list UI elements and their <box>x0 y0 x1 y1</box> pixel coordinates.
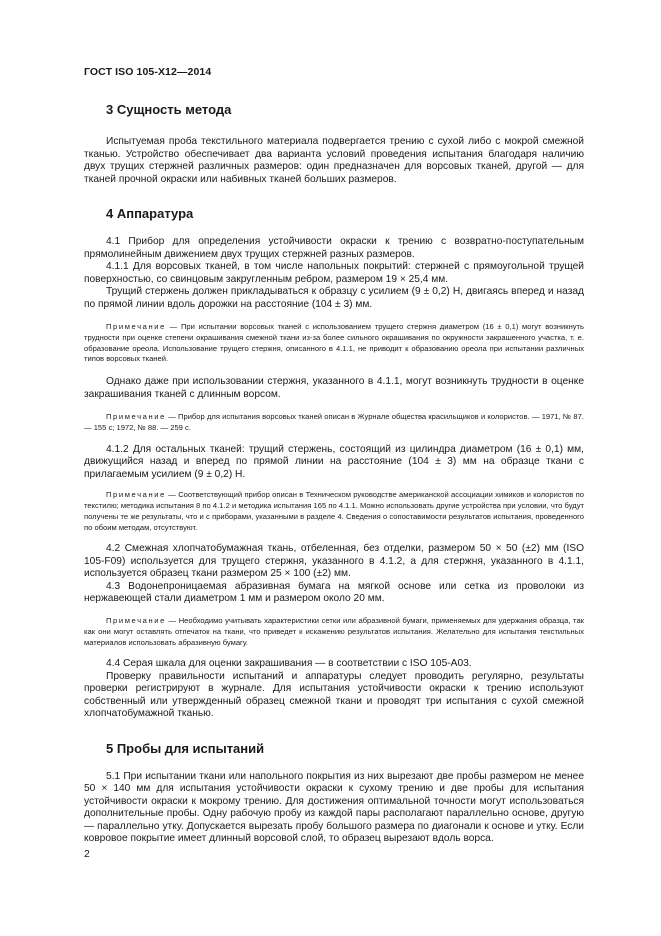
clause-4-1-1-force: Трущий стержень должен прикладываться к образцу с усилием (9 ± 0,2) Н, двигаясь вперед и назад по прямой линии вдоль дорожки на расстояние (104 ± 3) мм. <box>84 286 584 310</box>
section-3-heading: 3 Сущность метода <box>106 102 232 117</box>
note-2-text: — Прибор для испытания ворсовых тканей описан в Журнале общества красильщиков и колористов. — 1971, № 87. — 155 с; 1972, № 88. — 259 с. <box>84 412 584 432</box>
clause-4-1-1: 4.1.1 Для ворсовых тканей, в том числе напольных покрытий: стержней с прямоугольной трущей поверхностью, со свинцовым закругленным ребром, размером 19 × 25,4 мм. <box>84 261 584 285</box>
page-number: 2 <box>84 848 90 860</box>
clause-5-1: 5.1 При испытании ткани или напольного покрытия из них вырезают две пробы размером не менее 50 × 140 мм для испытания устойчивости окраски к сухому трению и две пробы для испытания устойчивости окраски к мокрому трению. Для достижения оптимальной точности могут использоваться дополнительные пробы. Одну рабочую пробу из каждой пары располагают параллельно основе, другую — параллельно утку. Допускается вырезать пробу большого размера по диагонали к основе и утку. Если ковровое покрытие имеет длинный ворсовой слой, то образец вырезают вдоль ворса. <box>84 770 584 845</box>
section-4-heading: 4 Аппаратура <box>106 206 194 221</box>
section-3-paragraph: Испытуемая проба текстильного материала подвергается трению с сухой либо с мокрой смежной тканью. Устройство обеспечивает два варианта условий проведения испытания благодаря наличию двух трущих стержней различных размеров: один предназначен для ворсовых тканей, другой — для тканей прочной окраски или набивных тканей больших размеров. <box>84 136 584 185</box>
note-1 <box>84 322 584 365</box>
clause-4-3: 4.3 Водонепроницаемая абразивная бумага на мягкой основе или сетка из проволоки из нержавеющей стали диаметром 1 мм и размером около 20 мм. <box>84 580 584 605</box>
note-2 <box>84 412 584 434</box>
note-3-text: — Соответствующий прибор описан в Техническом руководстве американской ассоциации химиков и колористов по текстилю; методика испытания 8 по 4.1.2 и методика испытания 165 по 4.1.1. Можно использовать другие устройства при условии, что будут получены те же результаты, что и с приборами, указанными в разделе 4. Сведения о сопоставимости результатов испытания, проведенного по обоим методам, отсутствуют. <box>84 490 584 532</box>
document-header: ГОСТ ISO 105-Х12—2014 <box>84 66 212 78</box>
note-3 <box>84 490 584 533</box>
section-5-heading: 5 Пробы для испытаний <box>106 740 265 756</box>
long-pile-paragraph: Однако даже при использовании стержня, указанного в 4.1.1, могут возникнуть трудности в оценке закрашивания тканей с длинным ворсом. <box>84 376 584 400</box>
note-label: Примечание <box>106 490 166 500</box>
clause-4-2: 4.2 Смежная хлопчатобумажная ткань, отбеленная, без отделки, размером 50 × 50 (±2) мм (ISO 105-F09) используется для трущего стержня, указанного в 4.1.2, а для стержня, указанного в 4.1.1, используется образец ткани размером 25 × 100 (±2) мм. <box>84 543 584 580</box>
note-label: Примечание <box>106 412 166 422</box>
note-label: Примечание <box>106 322 166 331</box>
note-4-text: — Необходимо учитывать характеристики сетки или абразивной бумаги, применяемых для удержания образца, так как они могут оставлять отпечаток на ткани, что приведет к искажению результатов испытания. Желательно для испытания текстильных материалов использовать абразивную бумагу. <box>84 615 584 647</box>
verification-paragraph: Проверку правильности испытаний и аппаратуры следует проводить регулярно, результаты проверки регистрируют в журнале. Для испытания устойчивости окраски к трению используют собственный или утвержденный образец смежной ткани и проводят три испытания с сухой смежной хлопчатобумажной тканью. <box>84 670 584 720</box>
note-label: Примечание <box>106 615 166 625</box>
clause-4-4: 4.4 Серая шкала для оценки закрашивания — в соответствии с ISO 105-А03. <box>106 658 472 670</box>
clause-4-1-2: 4.1.2 Для остальных тканей: трущий стержень, состоящий из цилиндра диаметром (16 ± 0,1) мм, движущийся назад и вперед по прямой линии на расстояние (104 ± 3) мм на образце ткани с прилагаемым усилием (9 ± 0,2) Н. <box>84 443 584 480</box>
clause-4-1: 4.1 Прибор для определения устойчивости окраски к трению с возвратно-поступательным прямолинейным движением двух трущих стержней разных размеров. <box>84 236 584 260</box>
note-4 <box>84 616 584 648</box>
document-body <box>84 88 584 846</box>
note-1-text: — При испытании ворсовых тканей с использованием трущего стержня диаметром (16 ± 0,1) могут возникнуть трудности при оценке степени окрашивания смежной ткани из-за более сильного окрашивания по окружности закрашенного участка, т. е. образование ореола. Использование трущего стержня, описанного в 4.1.1, не приводит к образованию ореола при испытании различных типов ворсовых тканей. <box>84 322 584 364</box>
